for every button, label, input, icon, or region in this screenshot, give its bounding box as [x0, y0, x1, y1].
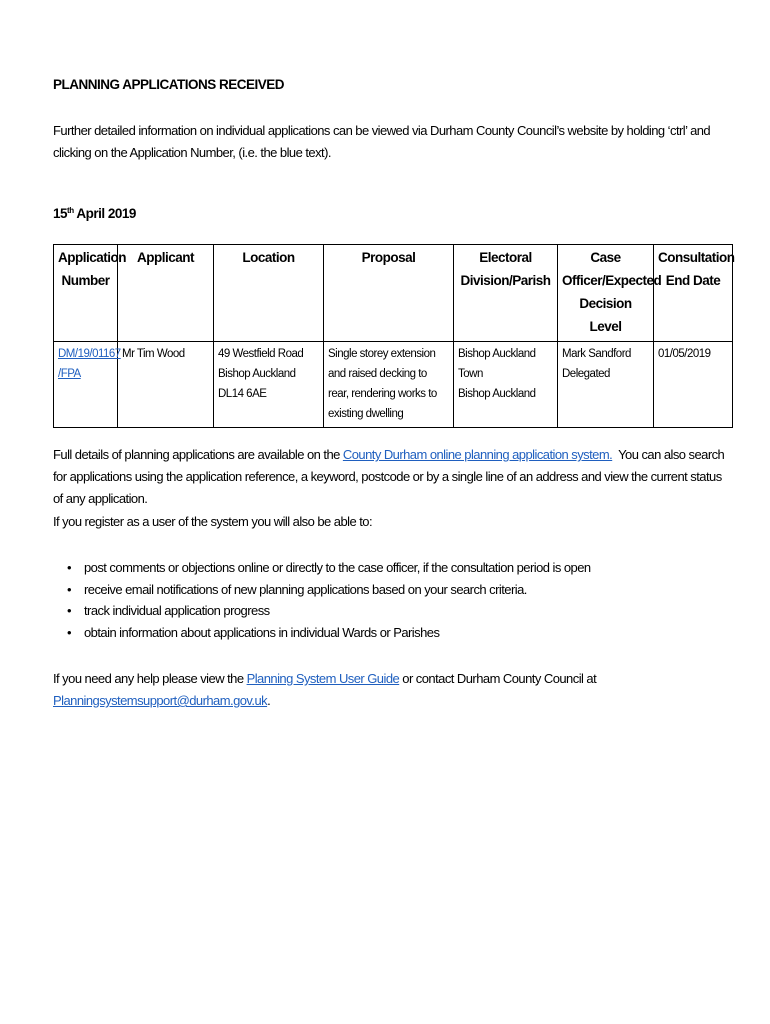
location-line-1: 49 Westfield Road	[218, 348, 304, 360]
case-officer-name: Mark Sandford	[562, 348, 631, 360]
intro-paragraph: Further detailed information on individual applications can be viewed via Durham County Council’s website by holding ‘ctrl’ and clicking on the Application Number, (i.e. the blue text).	[53, 123, 711, 160]
cell-electoral-division	[454, 342, 558, 428]
cell-application-number	[54, 342, 121, 428]
cell-consultation-end-date: 01/05/2019	[654, 342, 733, 428]
table-header-row	[54, 245, 733, 342]
application-number-part-1: DM/19/01167	[58, 348, 121, 360]
cell-proposal: Single storey extension and raised decking to rear, rendering works to existing dwelling	[324, 342, 454, 428]
header-location: Location	[214, 245, 324, 342]
table-row	[54, 342, 733, 428]
header-case-officer: Case Officer/Expected Decision Level	[558, 245, 654, 342]
user-guide-link[interactable]: Planning System User Guide	[246, 671, 400, 686]
features-list	[67, 557, 591, 643]
location-line-3: DL14 6AE	[218, 388, 267, 400]
list-item: • receive email notifications of new planning applications based on your search criteria.	[67, 579, 591, 601]
list-item: • obtain information about applications in individual Wards or Parishes	[67, 622, 591, 644]
list-item: • track individual application progress	[67, 600, 591, 622]
date-heading	[53, 206, 136, 221]
location-line-2: Bishop Auckland	[218, 368, 296, 380]
help-paragraph	[53, 668, 733, 712]
help-text-after: .	[267, 693, 271, 708]
date-suffix: th	[67, 206, 74, 215]
header-consultation-end-date: Consultation End Date	[654, 245, 733, 342]
list-item: • post comments or objections online or directly to the case officer, if the consultation period is open	[67, 557, 591, 579]
full-details-text-after: You can also search for applications using the application reference, a keyword, postcode or by a single line of an address and view the current status of any application.	[53, 447, 728, 506]
application-number-part-2: /FPA	[58, 368, 81, 380]
register-paragraph: If you register as a user of the system you will also be able to:	[53, 514, 373, 529]
full-details-text-before: Full details of planning applications are available on the	[53, 447, 343, 462]
cell-location	[214, 342, 324, 428]
support-email-link[interactable]: Planningsystemsupport@durham.gov.uk	[53, 693, 268, 708]
page-title	[53, 77, 284, 92]
online-planning-system-link[interactable]: County Durham online planning application system.	[342, 447, 613, 462]
header-application-number: Application Number	[54, 245, 118, 342]
header-proposal: Proposal	[324, 245, 454, 342]
decision-level: Delegated	[562, 368, 610, 380]
date-day: 15	[53, 206, 68, 221]
help-text-before: If you need any help please view the	[53, 671, 247, 686]
header-electoral-division: Electoral Division/Parish	[454, 245, 558, 342]
page-title-text: PLANNING APPLICATIONS RECEIVED	[53, 77, 285, 92]
application-number-link[interactable]	[58, 348, 121, 380]
help-text-middle: or contact Durham County Council at	[399, 671, 597, 686]
full-details-paragraph	[53, 444, 733, 510]
electoral-line-1: Bishop Auckland Town	[458, 348, 536, 380]
header-applicant: Applicant	[118, 245, 214, 342]
applications-table	[53, 244, 733, 428]
date-rest: April 2019	[73, 206, 136, 221]
cell-applicant: Mr Tim Wood	[118, 342, 214, 428]
electoral-line-2: Bishop Auckland	[458, 388, 536, 400]
cell-case-officer	[558, 342, 654, 428]
